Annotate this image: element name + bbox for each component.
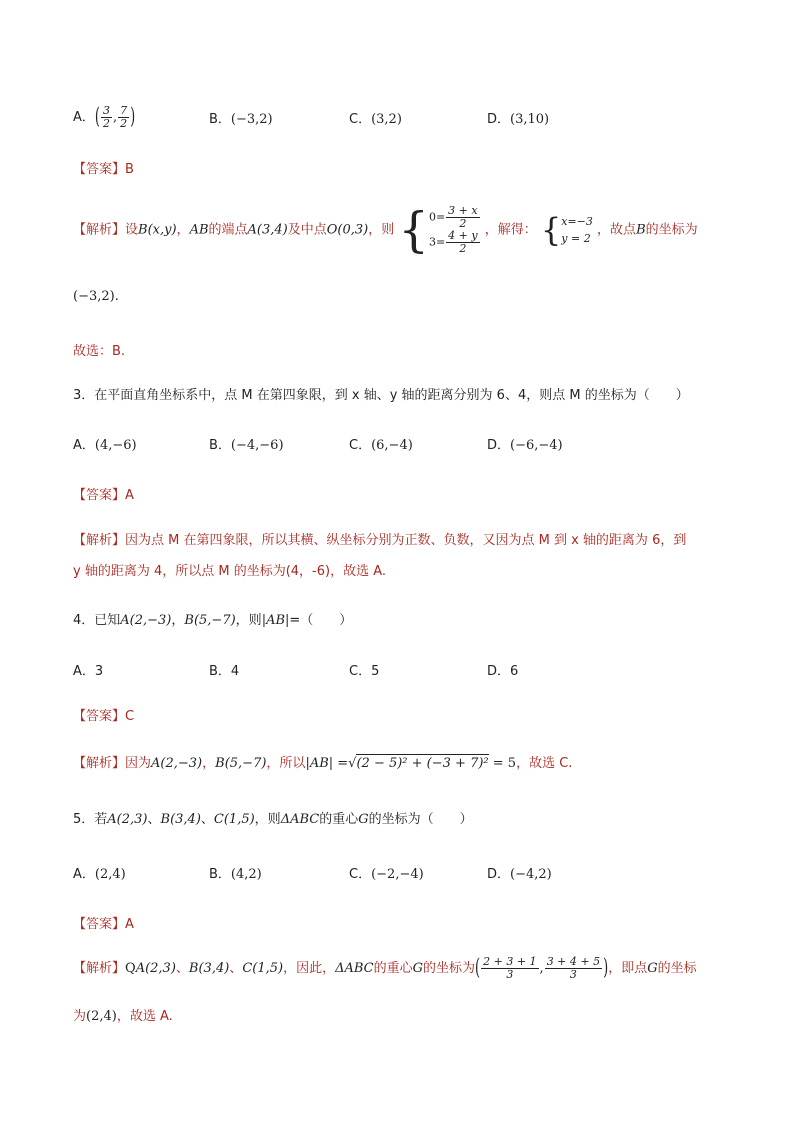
q4-option-d: D．6 xyxy=(487,664,519,679)
q2-analysis: 【解析】设B(x,y)，AB的端点A(3,4)及中点O(0,3)，则 { 0= $\frac{3 + x}{2}$ 3= $\frac{4 + y}{2}$ ，解得： { x=−3 y = 2 ，故点B的坐标为 xyxy=(73,202,698,258)
q3-question: 3．在平面直角坐标系中，点 M 在第四象限，到 x 轴、y 轴的距离分别为 6、4，则点 M 的坐标为（ ） xyxy=(73,388,689,403)
q5-question: 5．若A(2,3)、B(3,4)、C(1,5)，则ΔABC的重心G的坐标为（ ） xyxy=(73,812,473,827)
q5-option-c: C．(−2,−4) xyxy=(349,867,424,882)
q3-analysis-line1: 【解析】因为点 M 在第四象限，所以其横、纵坐标分别为正数、负数，又因为点 M 到 x 轴的距离为 6，到 xyxy=(73,533,687,548)
q5-analysis-line2: 为(2,4)，故选 A. xyxy=(73,1009,173,1024)
q2-option-d: D．(3,10) xyxy=(487,112,550,127)
q5-analysis: 【解析】QA(2,3)、B(3,4)、C(1,5)，因此，ΔABC的重心G的坐标为( $\frac{2 + 3 + 1}{3}$ , $\frac{3 + 4 + 5}{3}$ )，即点G的坐标 xyxy=(73,955,697,982)
q3-analysis-line2: y 轴的距离为 4，所以点 M 的坐标为(4，-6)，故选 A. xyxy=(73,564,387,579)
solution-system: { x=−3 y = 2 xyxy=(540,211,593,249)
q5-option-d: D．(−4,2) xyxy=(487,867,552,882)
q4-question: 4．已知A(2,−3)，B(5,−7)，则|AB|=（ ） xyxy=(73,613,353,628)
q3-option-a: A．(4,−6) xyxy=(73,438,137,453)
fraction: $\frac{7}{2}$ xyxy=(120,104,128,130)
q4-answer: 【答案】C xyxy=(73,709,135,724)
q4-analysis: 【解析】因为A(2,−3)，B(5,−7)，所以|AB| =√(2 − 5)² + (−3 + 7)² = 5，故选 C. xyxy=(73,756,573,771)
q2-option-b: B．(−3,2) xyxy=(209,112,273,127)
equation-system: { 0= $\frac{3 + x}{2}$ 3= $\frac{4 + y}{2}$ xyxy=(398,202,478,258)
q3-option-b: B．(−4,−6) xyxy=(209,438,284,453)
q5-answer: 【答案】A xyxy=(73,917,134,932)
q5-option-b: B．(4,2) xyxy=(209,867,262,882)
fraction: $\frac{3 + 4 + 5}{3}$ xyxy=(546,955,601,981)
q3-answer: 【答案】A xyxy=(73,488,134,503)
q2-analysis-result: (−3,2). xyxy=(73,289,119,304)
fraction: $\frac{3}{2}$ xyxy=(102,104,110,130)
q3-option-d: D．(−6,−4) xyxy=(487,438,563,453)
q4-option-a: A．3 xyxy=(73,664,104,679)
q4-option-b: B．4 xyxy=(209,664,240,679)
q3-option-c: C．(6,−4) xyxy=(349,438,413,453)
q2-option-a: A．( $\frac{3}{2}$ , $\frac{7}{2}$ ) xyxy=(73,104,136,131)
q5-option-a: A．(2,4) xyxy=(73,867,126,882)
fraction: $\frac{2 + 3 + 1}{3}$ xyxy=(483,955,537,981)
q2-answer: 【答案】B xyxy=(73,162,134,177)
q2-option-c: C．(3,2) xyxy=(349,112,402,127)
q2-choose: 故选：B. xyxy=(73,344,126,359)
q4-option-c: C．5 xyxy=(349,664,380,679)
